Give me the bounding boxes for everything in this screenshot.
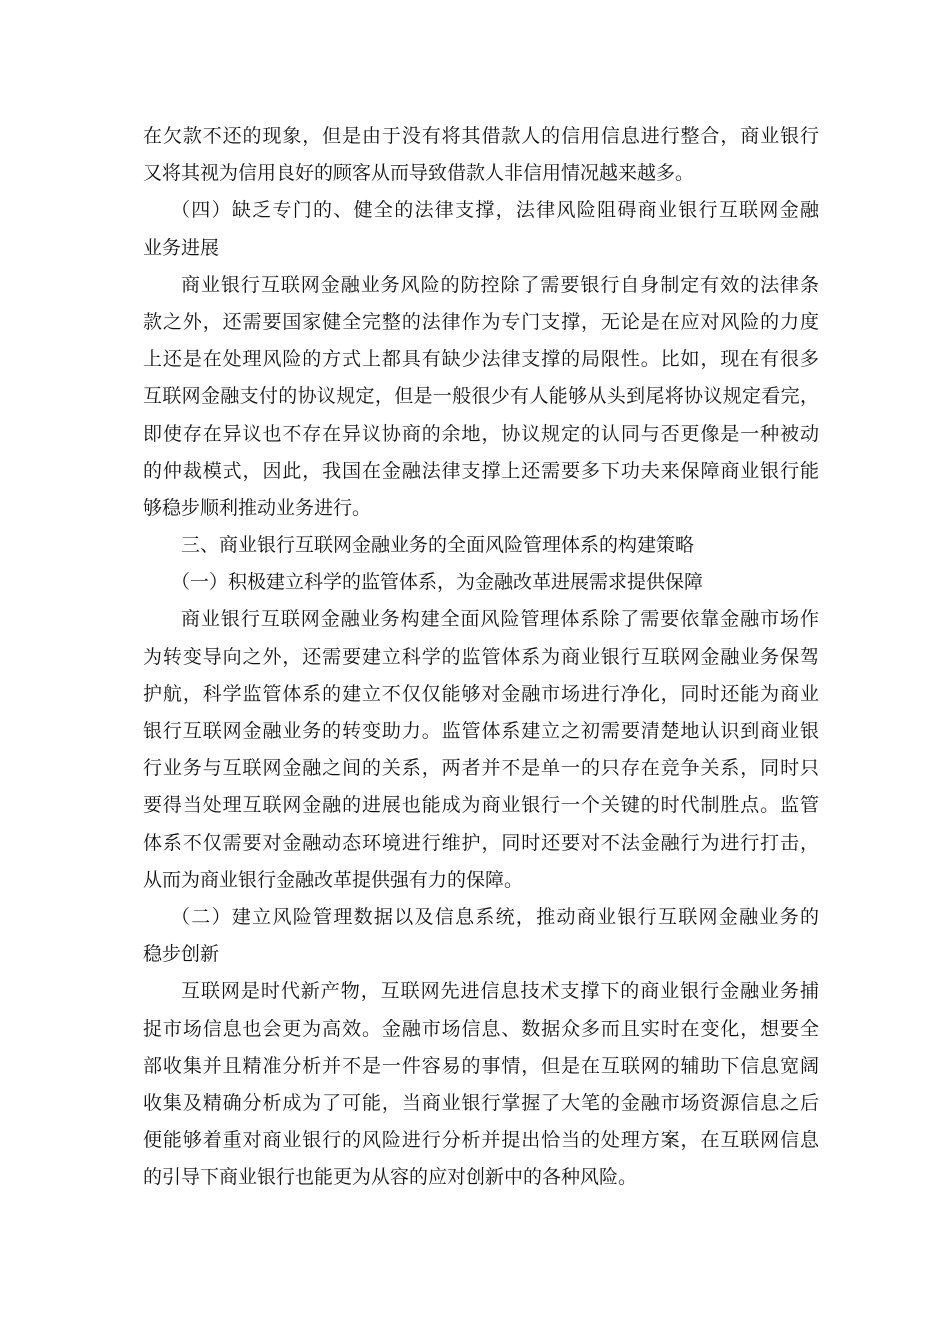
paragraph-line [143,416,819,453]
paragraph-line [143,378,819,415]
line-text: 的仲裁模式，因此，我国在金融法律支撑上还需要多下功夫来保障商业银行能 [143,459,820,482]
subheading-text: （一）积极建立科学的监管体系，为金融改革进展需求提供保障 [171,571,704,594]
subheading-text: （二）建立风险管理数据以及信息系统，推动商业银行互联网金融业务的 [171,905,821,928]
line-text: 商业银行互联网金融业务风险的防控除了需要银行自身制定有效的法律条 [181,273,820,296]
line-text: 为转变导向之外，还需要建立科学的监管体系为商业银行互联网金融业务保驾 [143,645,820,668]
paragraph-line [143,1085,819,1122]
subheading-line [143,899,819,936]
line-text: 商业银行互联网金融业务构建全面风险管理体系除了需要依靠金融市场作 [181,608,820,631]
line-text: 银行互联网金融业务的转变助力。监管体系建立之初需要清楚地认识到商业银 [143,720,820,742]
line-text: 护航，科学监管体系的建立不仅仅能够对金融市场进行净化，同时还能为商业 [143,682,820,705]
line-text: 款之外，还需要国家健全完整的法律作为专门支撑，无论是在应对风险的力度 [143,310,820,333]
subheading-line [143,192,819,229]
section-heading-text: 三、商业银行互联网金融业务的全面风险管理体系的构建策略 [181,534,695,557]
line-text: 部收集并且精准分析并不是一件容易的事情，但是在互联网的辅助下信息宽阔 [143,1054,820,1077]
subheading-text: 稳步创新 [143,943,220,966]
paragraph-line [143,1048,819,1085]
line-text: 又将其视为信用良好的顾客从而导致借款人非信用情况越来越多。 [143,162,695,185]
paragraph-line [143,787,819,824]
paragraph-line [143,750,819,787]
paragraph-line [143,601,819,638]
line-text: 便能够着重对商业银行的风险进行分析并提出恰当的处理方案，在互联网信息 [143,1129,820,1152]
section-heading [143,527,819,564]
paragraph-line [143,1159,819,1196]
paragraph-line [143,973,819,1010]
paragraph-line [143,267,819,304]
line-text: 捉市场信息也会更为高效。金融市场信息、数据众多而且实时在变化，想要全 [143,1017,820,1040]
line-text: 互联网是时代新产物，互联网先进信息技术支撑下的商业银行金融业务捕 [181,980,820,1003]
line-text: 够稳步顺利推动业务进行。 [143,496,372,519]
paragraph-line [143,862,819,899]
line-text: 要得当处理互联网金融的进展也能成为商业银行一个关键的时代制胜点。监管 [143,794,820,817]
subheading-text: 业务进展 [143,236,220,259]
paragraph-line [143,713,819,750]
subheading-line [143,564,819,601]
paragraph-line [143,155,819,192]
paragraph-line [143,639,819,676]
line-text: 即使存在异议也不存在异议协商的余地，协议规定的认同与否更像是一种被动 [143,422,820,445]
line-text: 从而为商业银行金融改革提供强有力的保障。 [143,868,524,891]
line-text: 在欠款不还的现象，但是由于没有将其借款人的信用信息进行整合，商业银行 [143,125,820,147]
paragraph-line [143,304,819,341]
paragraph-line [143,453,819,490]
paragraph-line [143,341,819,378]
paragraph-line [143,825,819,862]
line-text: 上还是在处理风险的方式上都具有缺少法律支撑的局限性。比如，现在有很多 [143,348,820,371]
line-text: 收集及精确分析成为了可能，当商业银行掌握了大笔的金融市场资源信息之后 [143,1091,820,1114]
paragraph-line [143,118,819,155]
subheading-line [143,936,819,973]
line-text: 行业务与互联网金融之间的关系，两者并不是单一的只存在竞争关系，同时只 [143,757,820,780]
line-text: 体系不仅需要对金融动态环境进行维护，同时还要对不法金融行为进行打击， [143,831,820,854]
line-text: 互联网金融支付的协议规定，但是一般很少有人能够从头到尾将协议规定看完， [143,385,820,408]
paragraph-line [143,490,819,527]
subheading-line [143,230,819,267]
subheading-text: （四）缺乏专门的、健全的法律支撑，法律风险阻碍商业银行互联网金融 [171,199,821,222]
paragraph-line [143,1011,819,1048]
body-text [143,118,819,1196]
line-text: 的引导下商业银行也能更为从容的应对创新中的各种风险。 [143,1166,638,1189]
paragraph-line [143,676,819,713]
paragraph-line [143,1122,819,1159]
